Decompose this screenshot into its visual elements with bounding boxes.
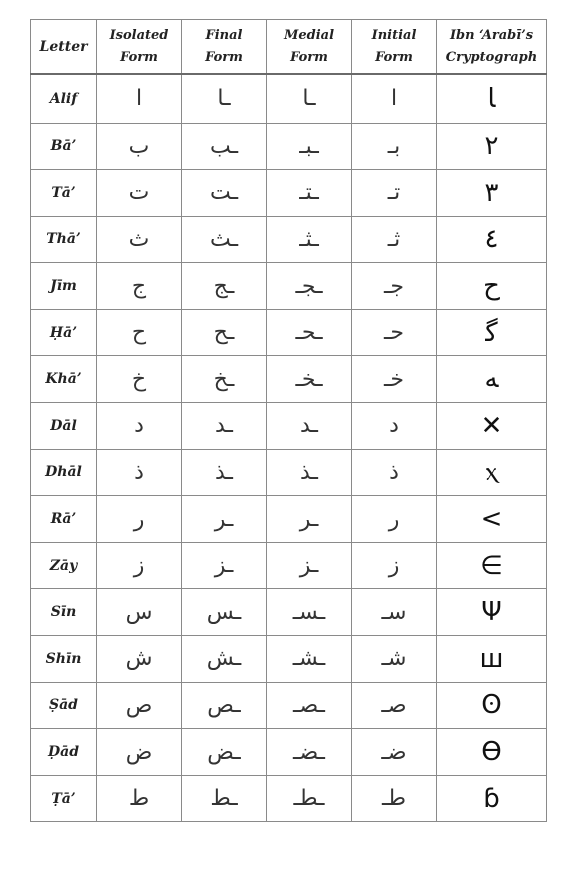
table-row	[31, 74, 547, 123]
header-letter: Letter	[31, 20, 97, 75]
final-form: ـص	[182, 682, 267, 729]
cryptograph-glyph: ш	[437, 636, 547, 683]
table-row	[31, 636, 547, 683]
cryptograph-glyph: ٣	[437, 170, 547, 217]
letter-name: Ṣād	[31, 682, 97, 729]
table-row	[31, 356, 547, 403]
header-medial: Medial Form	[267, 20, 352, 75]
medial-form: ـبـ	[267, 123, 352, 170]
initial-form: بـ	[352, 123, 437, 170]
table-row	[31, 449, 547, 496]
medial-form: ـطـ	[267, 775, 352, 822]
initial-form: ذ	[352, 449, 437, 496]
letter-name: Dhāl	[31, 449, 97, 496]
cryptograph-glyph: ﮔ	[437, 309, 547, 356]
medial-form: ـثـ	[267, 216, 352, 263]
medial-form: ـتـ	[267, 170, 352, 217]
cryptograph-glyph: ∈	[437, 542, 547, 589]
header-cryptograph: Ibn ‘Arabī’s Cryptograph	[437, 20, 547, 75]
final-form: ـت	[182, 170, 267, 217]
final-form: ـث	[182, 216, 267, 263]
table-row	[31, 589, 547, 636]
medial-form: ـر	[267, 496, 352, 543]
table-row	[31, 403, 547, 450]
isolated-form: ز	[97, 542, 182, 589]
cryptograph-glyph: ʘ	[437, 682, 547, 729]
letter-name: Ṭā’	[31, 775, 97, 822]
medial-form: ـسـ	[267, 589, 352, 636]
cryptograph-glyph: Ɵ	[437, 729, 547, 776]
cryptograph-glyph: ٤	[437, 216, 547, 263]
alphabet-table	[30, 19, 547, 822]
initial-form: صـ	[352, 682, 437, 729]
cryptograph-glyph: ✕	[437, 403, 547, 450]
table-row	[31, 496, 547, 543]
final-form: ـب	[182, 123, 267, 170]
initial-form: جـ	[352, 263, 437, 310]
table-row	[31, 775, 547, 822]
medial-form: ـضـ	[267, 729, 352, 776]
initial-form: ثـ	[352, 216, 437, 263]
isolated-form: ص	[97, 682, 182, 729]
initial-form: ز	[352, 542, 437, 589]
medial-form: ـحـ	[267, 309, 352, 356]
letter-name: Bā’	[31, 123, 97, 170]
letter-name: Shīn	[31, 636, 97, 683]
initial-form: د	[352, 403, 437, 450]
letter-name: Alif	[31, 74, 97, 123]
letter-name: Khā’	[31, 356, 97, 403]
table-row	[31, 123, 547, 170]
header-row	[31, 20, 547, 75]
cryptograph-glyph: ﺎ	[437, 74, 547, 123]
final-form: ـخ	[182, 356, 267, 403]
initial-form: شـ	[352, 636, 437, 683]
initial-form: خـ	[352, 356, 437, 403]
isolated-form: ذ	[97, 449, 182, 496]
isolated-form: ط	[97, 775, 182, 822]
medial-form: ـخـ	[267, 356, 352, 403]
table-row	[31, 309, 547, 356]
medial-form: ـجـ	[267, 263, 352, 310]
initial-form: ا	[352, 74, 437, 123]
final-form: ـز	[182, 542, 267, 589]
header-initial: Initial Form	[352, 20, 437, 75]
letter-name: Tā’	[31, 170, 97, 217]
medial-form: ـذ	[267, 449, 352, 496]
cryptograph-glyph: ﻪ	[437, 356, 547, 403]
letter-name: Zāy	[31, 542, 97, 589]
initial-form: ر	[352, 496, 437, 543]
table-body	[31, 74, 547, 822]
isolated-form: ث	[97, 216, 182, 263]
isolated-form: ج	[97, 263, 182, 310]
header-final: Final Form	[182, 20, 267, 75]
table-row	[31, 170, 547, 217]
cryptograph-glyph: ح	[437, 263, 547, 310]
final-form: ـر	[182, 496, 267, 543]
letter-name: Dāl	[31, 403, 97, 450]
table-row	[31, 216, 547, 263]
initial-form: تـ	[352, 170, 437, 217]
cryptograph-glyph: Ψ	[437, 589, 547, 636]
medial-form: ـا	[267, 74, 352, 123]
letter-name: Sīn	[31, 589, 97, 636]
final-form: ـد	[182, 403, 267, 450]
letter-name: Ḥā’	[31, 309, 97, 356]
cryptograph-glyph: ɓ	[437, 775, 547, 822]
final-form: ـج	[182, 263, 267, 310]
isolated-form: ا	[97, 74, 182, 123]
letter-name: Jīm	[31, 263, 97, 310]
table-row	[31, 729, 547, 776]
table-row	[31, 682, 547, 729]
header-isolated: Isolated Form	[97, 20, 182, 75]
initial-form: ضـ	[352, 729, 437, 776]
table-row	[31, 263, 547, 310]
letter-name: Thā’	[31, 216, 97, 263]
final-form: ـط	[182, 775, 267, 822]
medial-form: ـصـ	[267, 682, 352, 729]
letter-name: Ḍād	[31, 729, 97, 776]
isolated-form: ض	[97, 729, 182, 776]
table-row	[31, 542, 547, 589]
isolated-form: ش	[97, 636, 182, 683]
final-form: ـض	[182, 729, 267, 776]
isolated-form: ت	[97, 170, 182, 217]
medial-form: ـشـ	[267, 636, 352, 683]
final-form: ـذ	[182, 449, 267, 496]
isolated-form: د	[97, 403, 182, 450]
final-form: ـس	[182, 589, 267, 636]
final-form: ـا	[182, 74, 267, 123]
cryptograph-glyph: <	[437, 496, 547, 543]
isolated-form: خ	[97, 356, 182, 403]
initial-form: طـ	[352, 775, 437, 822]
final-form: ـش	[182, 636, 267, 683]
initial-form: سـ	[352, 589, 437, 636]
letter-name: Rā’	[31, 496, 97, 543]
medial-form: ـز	[267, 542, 352, 589]
medial-form: ـد	[267, 403, 352, 450]
isolated-form: ح	[97, 309, 182, 356]
isolated-form: ر	[97, 496, 182, 543]
cryptograph-glyph: ⲭ	[437, 449, 547, 496]
isolated-form: ب	[97, 123, 182, 170]
final-form: ـح	[182, 309, 267, 356]
cryptograph-glyph: ٢	[437, 123, 547, 170]
isolated-form: س	[97, 589, 182, 636]
initial-form: حـ	[352, 309, 437, 356]
